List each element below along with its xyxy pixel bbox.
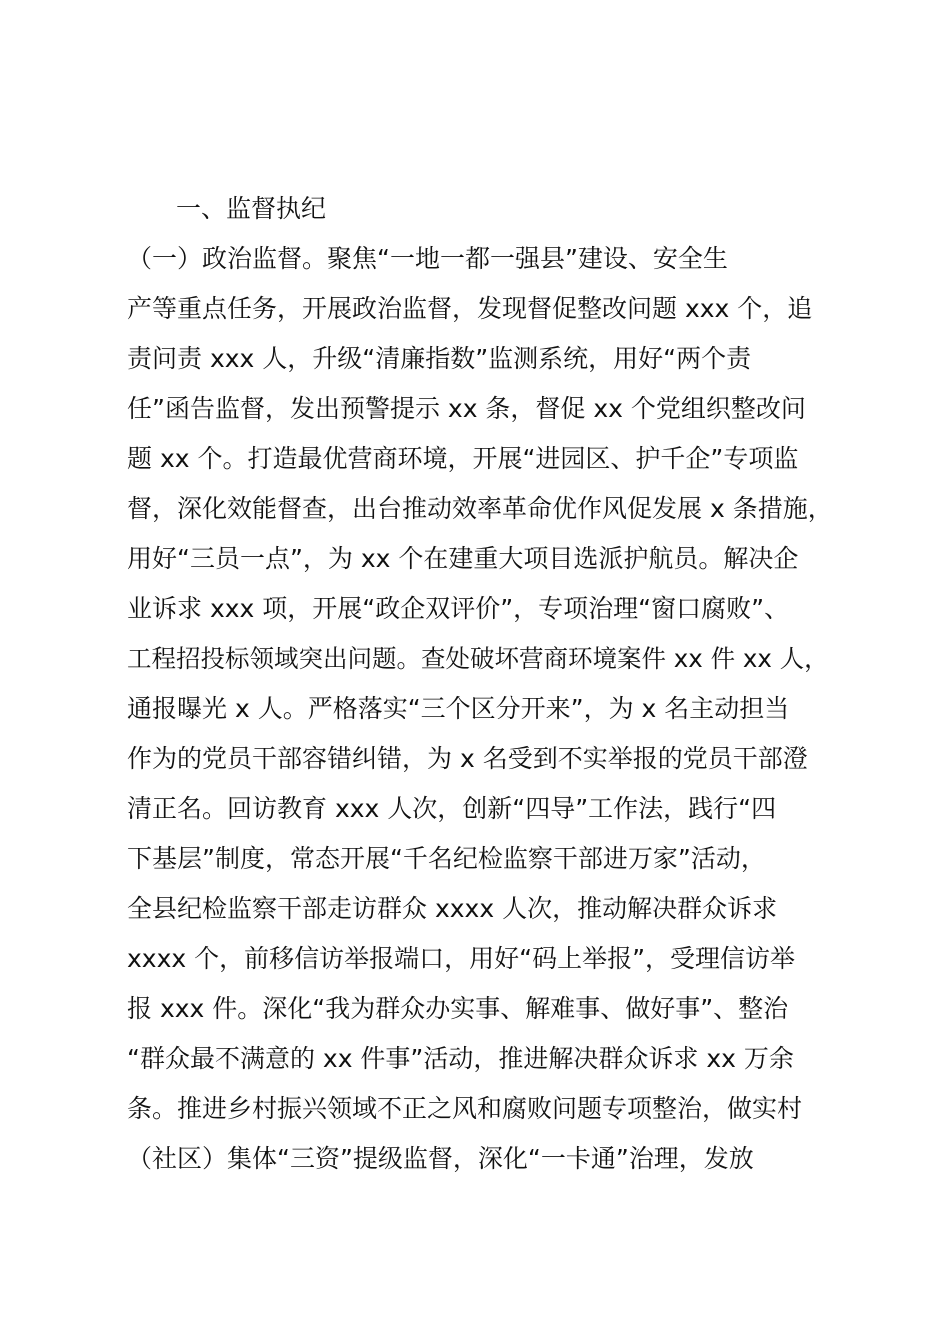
paragraph-line: （一）政治监督。聚焦“一地一都一强县”建设、安全生 bbox=[127, 244, 728, 273]
paragraph-line: 工程招投标领域突出问题。查处破坏营商环境案件 xx 件 xx 人， bbox=[127, 644, 829, 673]
paragraph-line: “群众最不满意的 xx 件事”活动，推进解决群众诉求 xx 万余 bbox=[127, 1044, 794, 1073]
paragraph-line: 用好“三员一点”，为 xx 个在建重大项目选派护航员。解决企 bbox=[127, 544, 799, 573]
paragraph-line: （社区）集体“三资”提级监督，深化“一卡通”治理，发放 bbox=[127, 1144, 754, 1173]
paragraph-line: 全县纪检监察干部走访群众 xxxx 人次，推动解决群众诉求 bbox=[127, 894, 778, 923]
section-heading: 一、监督执纪 bbox=[176, 194, 327, 223]
paragraph-line: 清正名。回访教育 xxx 人次，创新“四导”工作法，践行“四 bbox=[127, 794, 777, 823]
paragraph-line: 督，深化效能督查，出台推动效率革命优作风促发展 x 条措施， bbox=[127, 494, 833, 523]
paragraph-line: 责问责 xxx 人，升级“清廉指数”监测系统，用好“两个责 bbox=[127, 344, 752, 373]
paragraph-line: 通报曝光 x 人。严格落实“三个区分开来”，为 x 名主动担当 bbox=[127, 694, 790, 723]
paragraph-line: xxxx 个，前移信访举报端口，用好“码上举报”，受理信访举 bbox=[127, 944, 796, 973]
paragraph-line: 题 xx 个。打造最优营商环境，开展“进园区、护千企”专项监 bbox=[127, 444, 799, 473]
paragraph-line: 作为的党员干部容错纠错，为 x 名受到不实举报的党员干部澄 bbox=[127, 744, 808, 773]
paragraph-line: 任”函告监督，发出预警提示 xx 条，督促 xx 个党组织整改问 bbox=[127, 394, 806, 423]
paragraph-line: 产等重点任务，开展政治监督，发现督促整改问题 xxx 个，追 bbox=[127, 294, 813, 323]
paragraph-line: 业诉求 xxx 项，开展“政企双评价”，专项治理“窗口腐败”、 bbox=[127, 594, 790, 623]
paragraph-line: 条。推进乡村振兴领域不正之风和腐败问题专项整治，做实村 bbox=[127, 1094, 803, 1123]
paragraph-line: 下基层”制度，常态开展“千名纪检监察干部进万家”活动， bbox=[127, 844, 766, 873]
paragraph-line: 报 xxx 件。深化“我为群众办实事、解难事、做好事”、整治 bbox=[127, 994, 789, 1023]
